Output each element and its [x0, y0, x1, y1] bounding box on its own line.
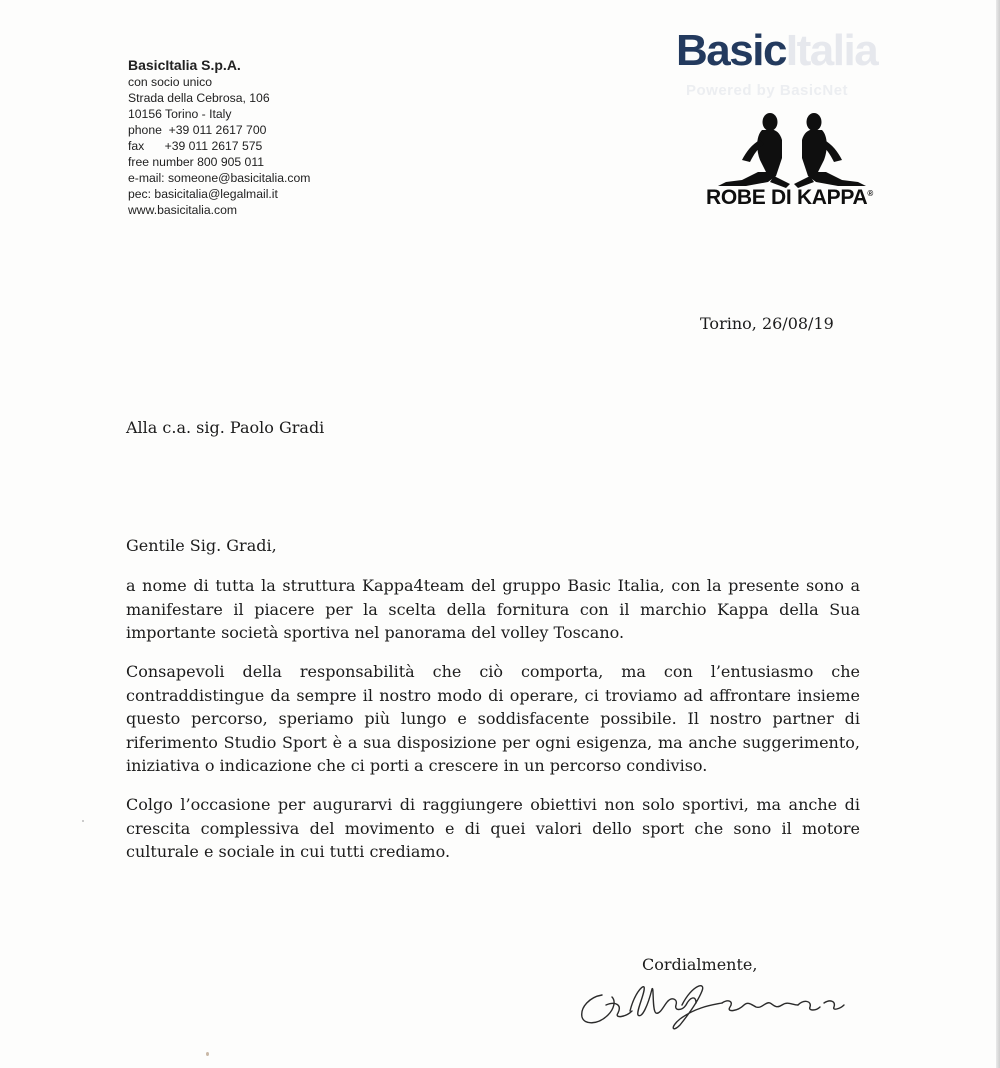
- kappa-brand-text: [706, 186, 873, 210]
- sender-free-number: free number 800 905 011: [128, 155, 264, 169]
- sender-email: e-mail: someone@basicitalia.com: [128, 171, 311, 185]
- sender-line: con socio unico: [128, 75, 213, 89]
- paper-speck: [82, 820, 84, 822]
- sender-block: [128, 56, 310, 218]
- paper-speck: [206, 1052, 209, 1056]
- logo-basic-word: Basic: [676, 26, 786, 75]
- page-edge: [996, 0, 1000, 1068]
- basicitalia-logo: [676, 26, 877, 76]
- letter-recipient: Alla c.a. sig. Paolo Gradi: [126, 418, 325, 437]
- sender-company: BasicItalia S.p.A.: [128, 57, 241, 73]
- letter-paragraph: Colgo l’occasione per augurarvi di raggiungere obiettivi non solo sportivi, ma anche di crescita complessiva del movimento e di quei valori dello sport che sono il motore culturale e sociale in cui tutti crediamo.: [126, 795, 860, 861]
- kappa-logo-icon: [712, 110, 872, 190]
- handwritten-signature: [572, 975, 852, 1035]
- letter-paragraph: Consapevoli della responsabilità che ciò comporta, ma con l’entusiasmo che contraddistingue da sempre il nostro modo di operare, ci troviamo ad affrontare insieme questo percorso, speriamo più lungo e soddisfacente possibile. Il nostro partner di riferimento Studio Sport è a sua disposizione per ogni esigenza, ma anche suggerimento, iniziativa o indicazione che ci porti a crescere in un percorso condiviso.: [126, 662, 860, 775]
- sender-phone: phone +39 011 2617 700: [128, 123, 267, 137]
- sender-city: 10156 Torino - Italy: [128, 107, 232, 121]
- letter-paragraph: a nome di tutta la struttura Kappa4team del gruppo Basic Italia, con la presente sono a manifestare il piacere per la scelta della fornitura con il marchio Kappa della Sua importante società sportiva nel panorama del volley Toscano.: [126, 576, 860, 642]
- letter-date: Torino, 26/08/19: [700, 314, 834, 333]
- sender-address: Strada della Cebrosa, 106: [128, 91, 270, 105]
- logo-italia-word: Italia: [785, 26, 878, 75]
- kappa-brand-name: ROBE DI KAPPA: [706, 186, 868, 209]
- sender-pec: pec: basicitalia@legalmail.it: [128, 187, 278, 201]
- letter-closing: Cordialmente,: [642, 955, 758, 974]
- logo-powered-by: Powered by BasicNet: [686, 82, 849, 99]
- registered-mark: ®: [867, 189, 874, 198]
- letter-greeting: Gentile Sig. Gradi,: [126, 536, 277, 555]
- sender-website: www.basicitalia.com: [128, 203, 238, 217]
- sender-fax: fax +39 011 2617 575: [128, 139, 263, 153]
